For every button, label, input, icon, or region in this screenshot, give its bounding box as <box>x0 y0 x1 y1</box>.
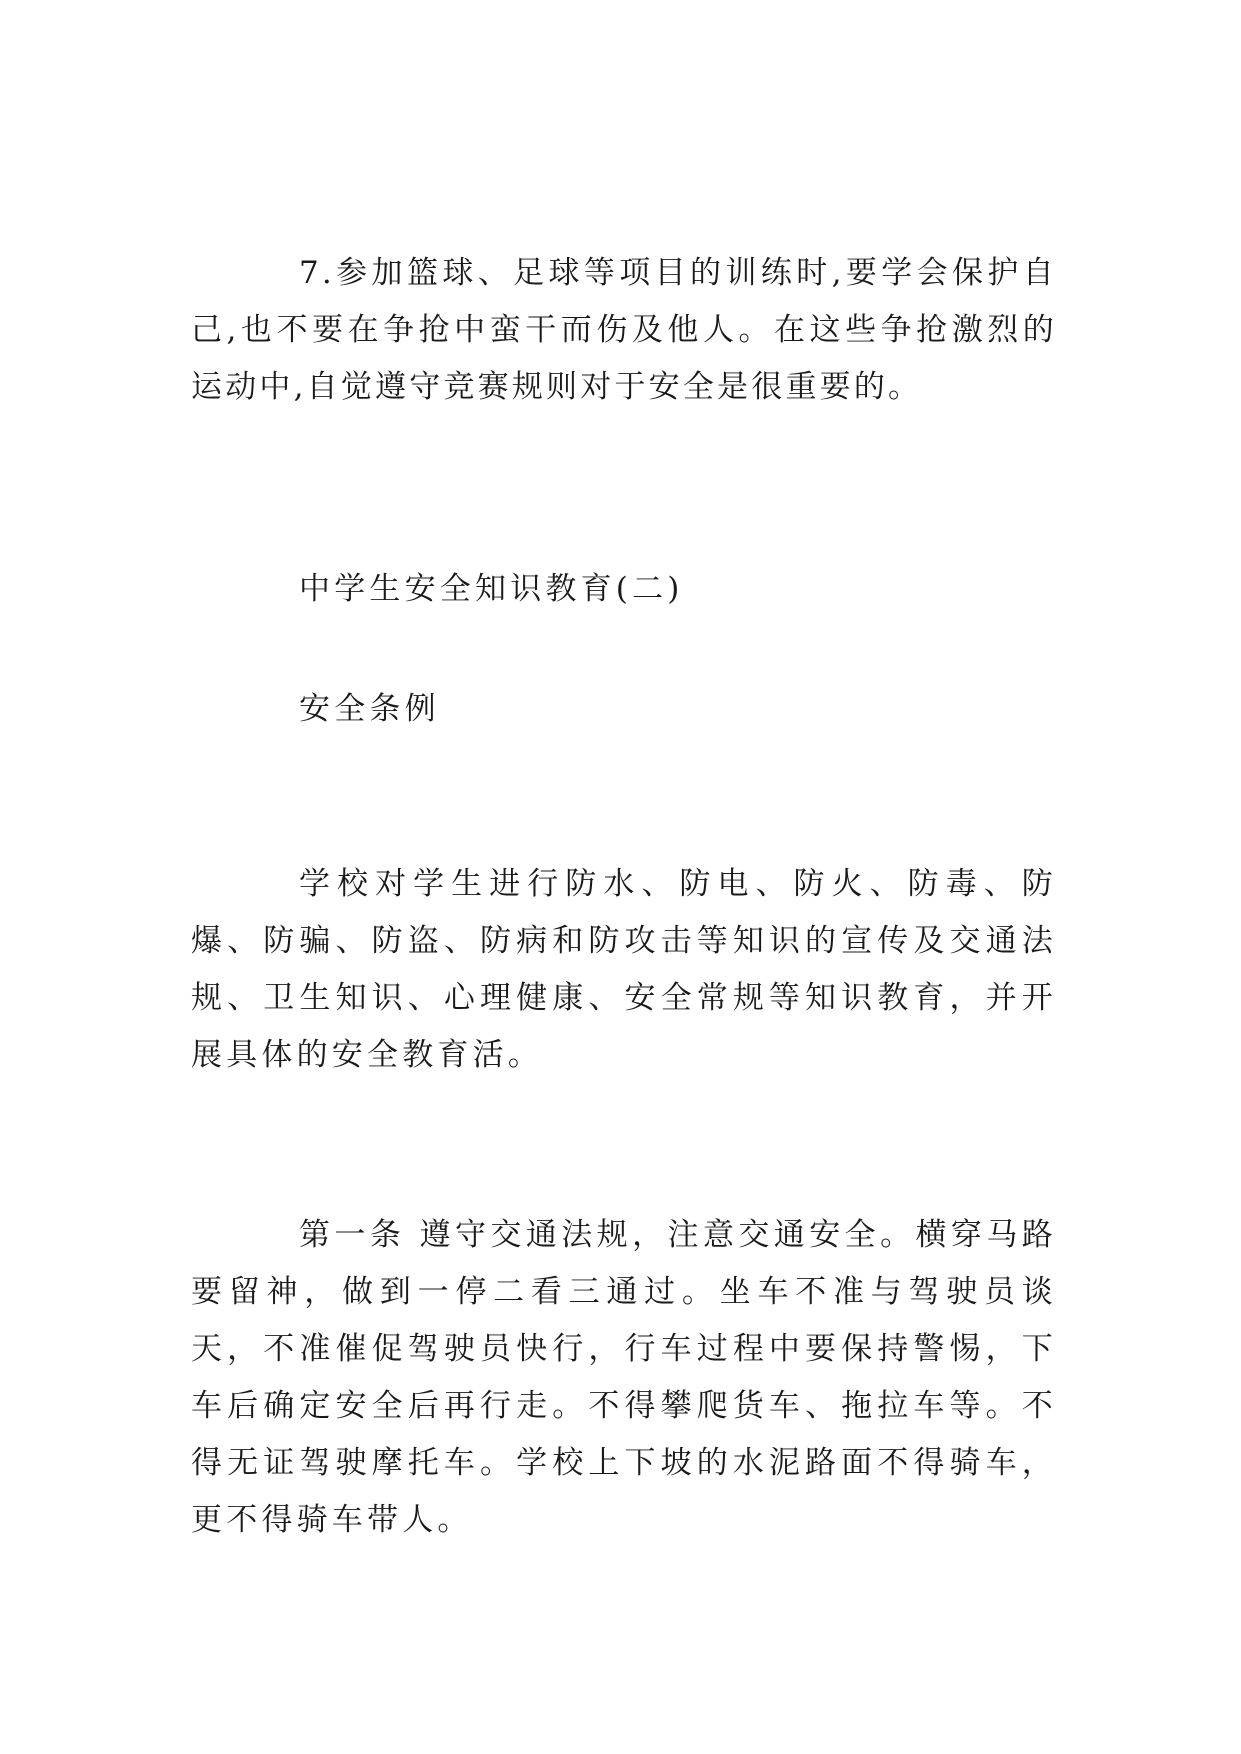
paragraph-7: 7.参加篮球、足球等项目的训练时,要学会保护自己,也不要在争抢中蛮干而伤及他人。在这些争抢激烈的运动中,自觉遵守竞赛规则对于安全是很重要的。 <box>191 255 1057 405</box>
intro-paragraph: 学校对学生进行防水、防电、防火、防毒、防爆、防骗、防盗、防病和防攻击等知识的宣传及交通法规、卫生知识、心理健康、安全常规等知识教育，并开展具体的安全教育活。 <box>191 866 1057 1073</box>
section-title: 中学生安全知识教育(二) <box>299 571 684 607</box>
article-1-paragraph: 第一条 遵守交通法规，注意交通安全。横穿马路要留神，做到一停二看三通过。坐车不准与驾驶员谈天，不准催促驾驶员快行，行车过程中要保持警惕，下车后确定安全后再行走。不得攀爬货车、拖拉车等。不得无证驾驶摩托车。学校上下坡的水泥路面不得骑车，更不得骑车带人。 <box>191 1217 1057 1538</box>
subsection-title: 安全条例 <box>299 691 440 727</box>
